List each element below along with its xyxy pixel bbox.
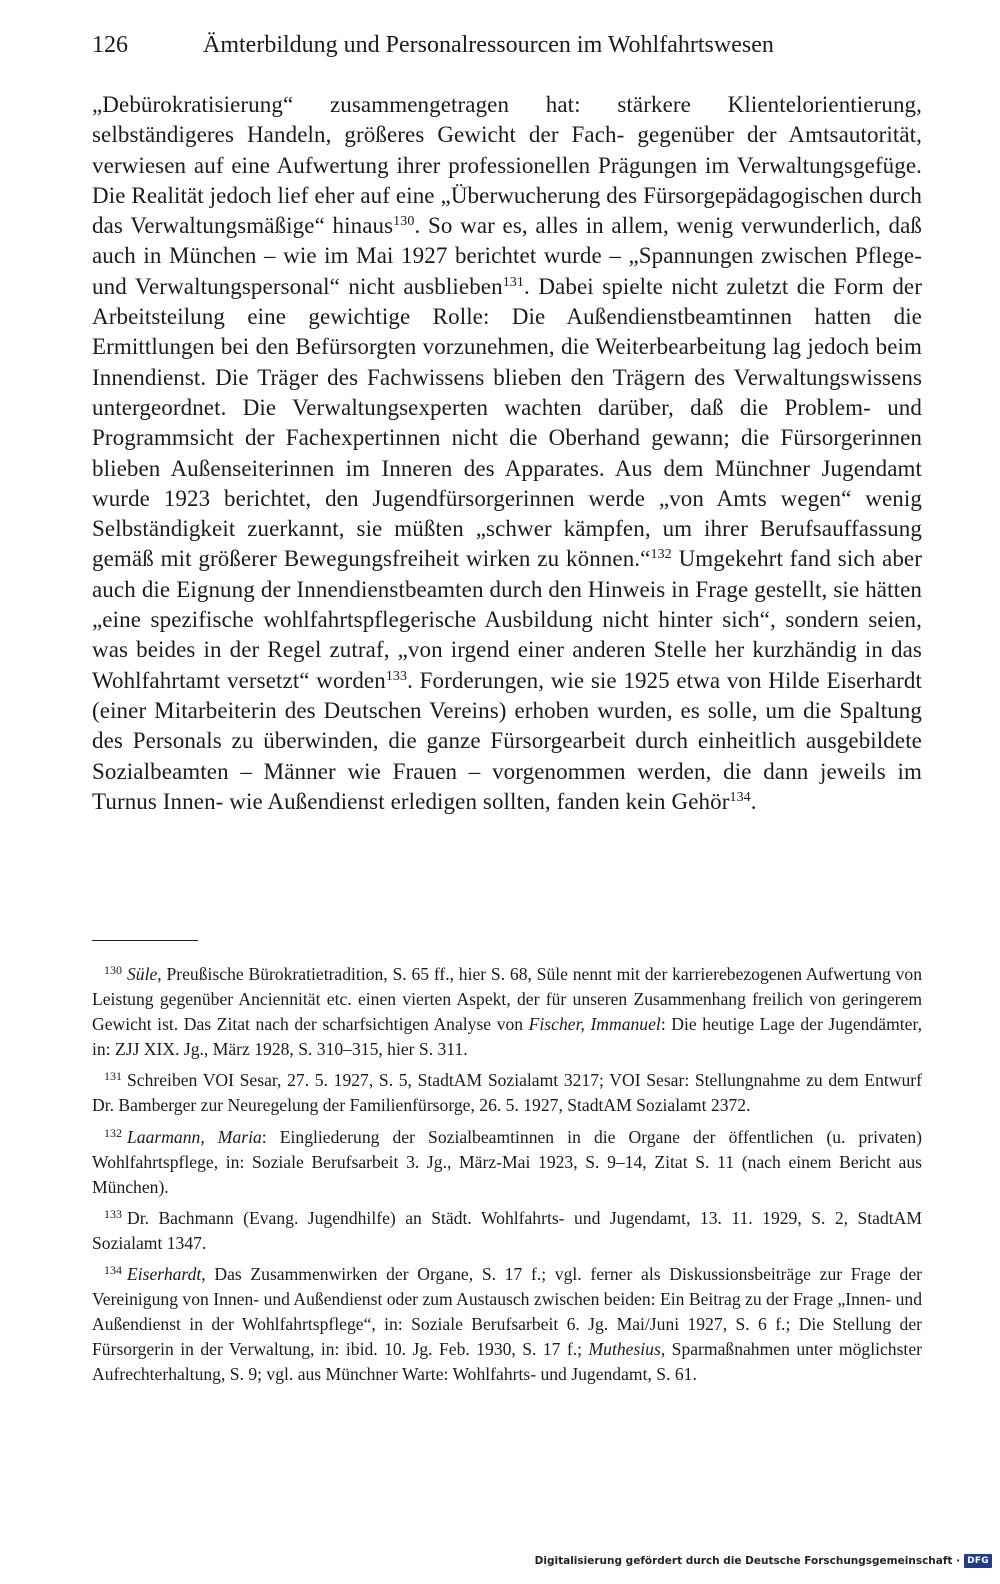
footnote-ref-132[interactable]: 132 xyxy=(650,547,672,563)
footnote-text: : Eingliederung der Sozialbeamtinnen in die Organe der öffentlichen (u. privaten) Wohlfahrtspflege, in: Soziale Berufsarbeit 3. Jg., März-Mai 1923, S. 9–14, Zitat S. 11 (nach einem Bericht aus München). xyxy=(92,1126,922,1197)
main-text xyxy=(92,90,922,817)
footnote-ref-130[interactable]: 130 xyxy=(393,214,415,230)
footnotes xyxy=(92,958,922,1388)
body-paragraph xyxy=(92,90,922,817)
footnote-131 xyxy=(92,1064,922,1118)
footnote-133 xyxy=(92,1202,922,1256)
page-number: 126 xyxy=(92,32,128,58)
footnote-ref-131[interactable]: 131 xyxy=(502,274,525,290)
footnote-ref-134[interactable]: 134 xyxy=(729,789,751,805)
footnote-text: , Das Zusammenwirken der Organe, S. 17 f.; vgl. ferner als Diskussionsbeiträge zur Frage der Vereinigung von Innen- und Außendienst oder zum Austausch zwischen beiden: Ein Beitrag zu der Frage „Innen- und Außendienst in der Wohlfahrtspflege“, in: Soziale Berufsarbeit 6. Jg. Mai/Juni 1927, S. 6 f.; Die Stellung der Fürsorgerin in der Verwaltung, in: ibid. 10. Jg. Feb. 1930, S. 17 f.; xyxy=(92,1264,922,1360)
footnote-author: Laarmann, Maria xyxy=(127,1126,262,1147)
running-head xyxy=(92,30,912,64)
digitization-credit xyxy=(535,1550,992,1572)
body-text-segment: . Forderungen, wie sie 1925 etwa von Hilde Eiserhardt (einer Mitarbeiterin des Deutschen Vereins) erhoben wurden, es solle, um die Spaltung des Personals zu überwinden, die ganze Fürsorgearbeit durch einheitlich ausgebildete Sozialbeamten – Männer wie Frauen – vorgenommen werden, die dann jeweils im Turnus Innen- wie Außendienst erledigen sollten, fanden kein Gehör xyxy=(92,667,922,814)
footnote-text: Schreiben VOI Sesar, 27. 5. 1927, S. 5, StadtAM Sozialamt 3217; VOI Sesar: Stellungnahme zu dem Entwurf Dr. Bamberger zur Neuregelung der Familienfürsorge, 26. 5. 1927, StadtAM Sozialamt 2372. xyxy=(92,1070,922,1116)
footnote-number: 134 xyxy=(104,1263,122,1278)
body-text-segment: . So war es, alles in allem, wenig verwunderlich, daß auch in München – wie im Mai 1927 berichtet wurde – „Spannungen zwischen Pflege- und Verwaltungspersonal“ nicht ausblieben xyxy=(92,213,922,299)
dfg-logo-icon: DFG xyxy=(964,1554,992,1568)
credit-text: Digitalisierung gefördert durch die Deutsche Forschungsgemeinschaft · xyxy=(534,1555,961,1567)
footnote-author: Fischer, Immanuel xyxy=(528,1014,661,1035)
footnote-number: 133 xyxy=(104,1206,122,1221)
footnote-number: 132 xyxy=(104,1125,122,1140)
footnote-text: Dr. Bachmann (Evang. Jugendhilfe) an Städt. Wohlfahrts- und Jugendamt, 13. 11. 1929, S. 2, StadtAM Sozialamt 1347. xyxy=(92,1207,922,1253)
footnote-author: Eiserhardt xyxy=(127,1264,202,1285)
body-text-segment: . xyxy=(750,788,757,814)
running-title: Ämterbildung und Personalressourcen im Wohlfahrtswesen xyxy=(203,32,774,58)
footnote-number: 131 xyxy=(104,1069,122,1084)
body-text-segment: . Dabei spielte nicht zuletzt die Form der Arbeitsteilung eine gewichtige Rolle: Die Außendienstbeamtinnen hatten die Ermittlungen bei den Befürsorgten vorzunehmen, die Weiterbearbeitung lag jedoch beim Innendienst. Die Träger des Fachwissens blieben den Trägern des Verwaltungswissens untergeordnet. Die Verwaltungsexperten wachten darüber, daß die Problem- und Programmsicht der Fachexpertinnen nicht die Oberhand gewann; die Fürsorgerinnen blieben Außenseiterinnen im Inneren des Apparates. Aus dem Münchner Jugendamt wurde 1923 berichtet, den Jugendfürsorgerinnen werde „von Amts wegen“ wenig Selbständigkeit zuerkannt, sie müßten „schwer kämpfen, um ihrer Berufsauffassung gemäß mit größerer Bewegungsfreiheit wirken zu können.“ xyxy=(92,273,922,572)
footnote-number: 130 xyxy=(104,963,122,977)
body-text-segment: „Debürokratisierung“ zusammengetragen hat: stärkere Klientelorientierung, selbständigeres Handeln, größeres Gewicht der Fach- gegenüber der Amtsautorität, verwiesen auf eine Aufwertung ihrer professionellen Prägungen im Verwaltungsgefüge. Die Realität jedoch lief eher auf eine „Überwucherung des Fürsorgepädagogischen durch das Verwaltungsmäßige“ hinaus xyxy=(92,92,922,239)
footnote-132 xyxy=(92,1121,922,1200)
footnote-134 xyxy=(92,1258,922,1387)
body-text-segment: Umgekehrt fand sich aber auch die Eignung der Innendienstbeamten durch den Hinweis in Frage gestellt, sie hätten „eine spezifische wohlfahrtspflegerische Ausbildung nicht hinter sich“, sondern seien, was beides in der Regel zutraf, „von irgend einer anderen Stelle her kurzhändig in das Wohlfahrtamt versetzt“ worden xyxy=(92,546,922,693)
footnote-ref-133[interactable]: 133 xyxy=(385,668,408,684)
footnote-text: , Sparmaßnahmen unter möglichster Aufrechterhaltung, S. 9; vgl. aus Münchner Warte: Wohlfahrts- und Jugendamt, S. 61. xyxy=(92,1339,922,1385)
footnote-130 xyxy=(92,958,922,1062)
footnote-author: Muthesius xyxy=(588,1339,661,1360)
footnote-text: , Preußische Bürokratietradition, S. 65 ff., hier S. 68, Süle nennt mit der karrierebezogenen Aufwertung von Leistung gegenüber Anciennität etc. einen vierten Aspekt, der für unseren Zusammenhang freilich von geringerem Gewicht ist. Das Zitat nach der scharfsichtigen Analyse von xyxy=(92,964,922,1035)
footnote-text: : Die heutige Lage der Jugendämter, in: ZJJ XIX. Jg., März 1928, S. 310–315, hier S. 311. xyxy=(92,1014,922,1060)
footnote-divider xyxy=(92,940,198,941)
footnote-author: Süle xyxy=(127,964,158,984)
